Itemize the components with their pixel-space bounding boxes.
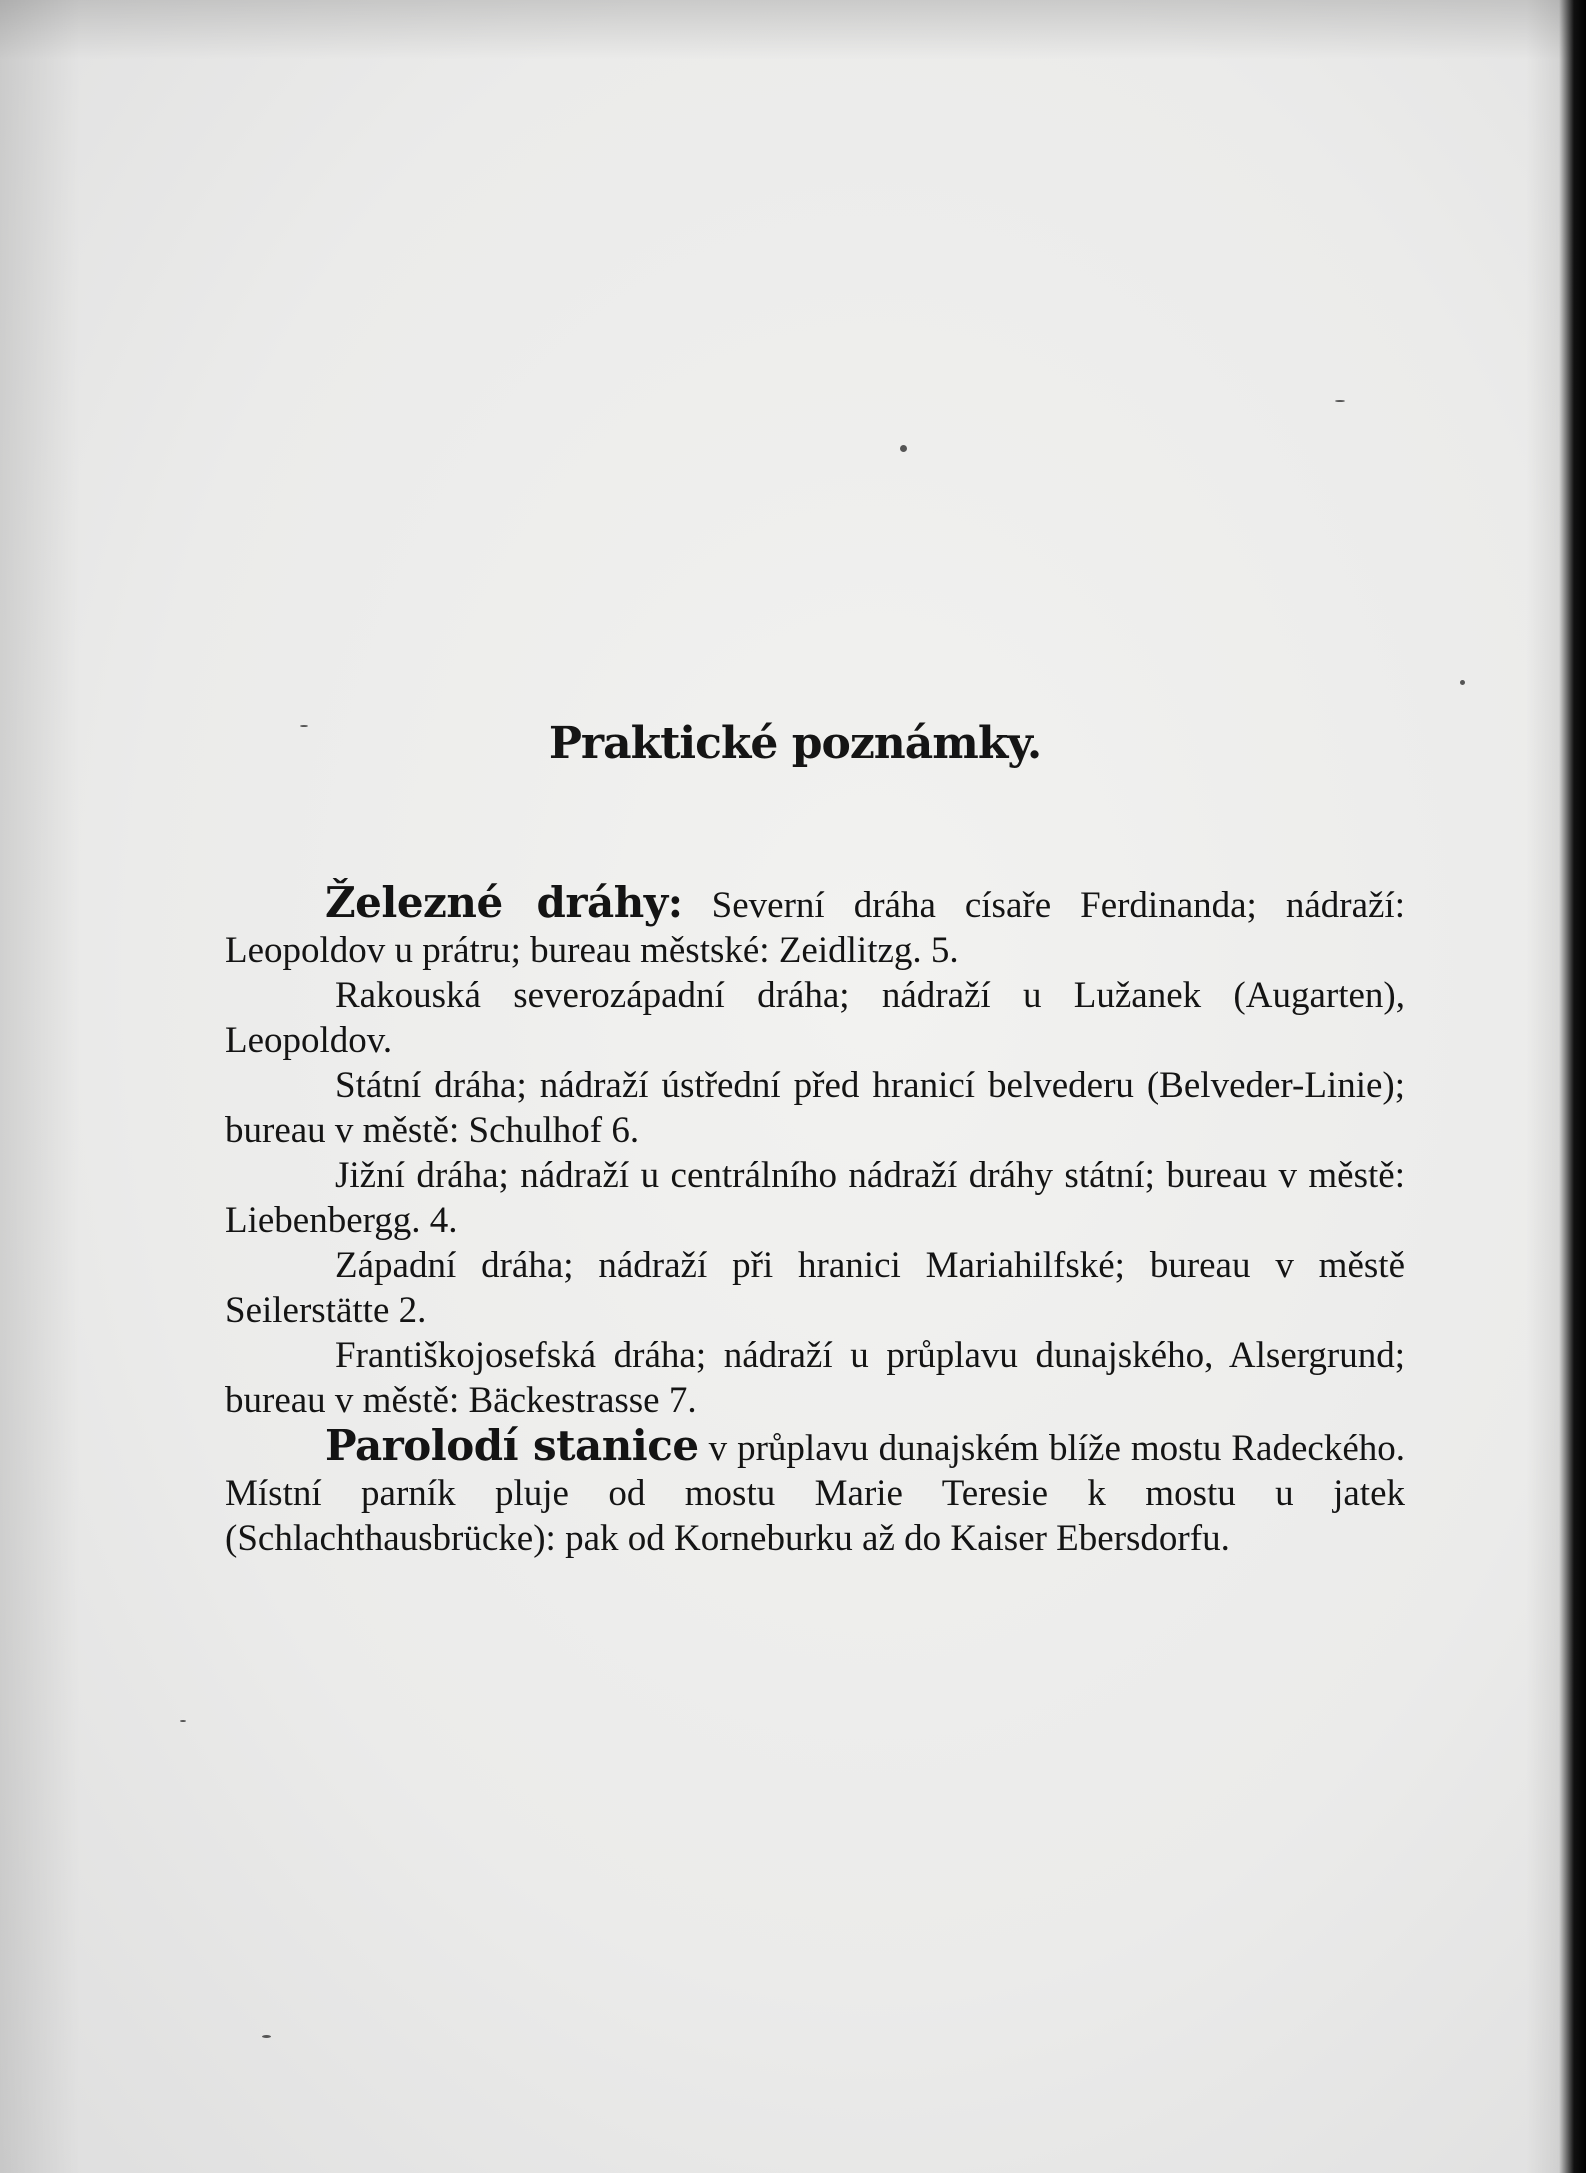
scan-left-shadow	[0, 0, 80, 2173]
page-heading: Praktické poznámky.	[548, 718, 1042, 769]
paragraph-steamboat-stations	[225, 1423, 1405, 1561]
paragraph-franz-joseph-railway	[225, 1333, 1405, 1423]
paragraph-southern-railway	[225, 1153, 1405, 1243]
body-text	[225, 880, 1405, 1561]
paragraph-northwest-railway	[225, 973, 1405, 1063]
scan-top-shadow	[0, 0, 1586, 60]
paper-speck	[180, 1720, 186, 1722]
paragraph-text: Západní dráha; nádraží při hranici Mariahilfské; bureau v městě Seilerstätte 2.	[225, 1245, 1405, 1331]
paragraph-text: Rakouská severozápadní dráha; nádraží u Lužanek (Augarten), Leopoldov.	[225, 975, 1405, 1061]
paper-speck	[1335, 400, 1345, 402]
paragraph-text: v průplavu dunajském blíže mostu Radeckého. Místní parník pluje od mostu Marie Teresie k mostu u jatek (Schlachthausbrücke): pak od Korneburku až do Kaiser Ebersdorfu.	[225, 1428, 1405, 1559]
paragraph-western-railway	[225, 1243, 1405, 1333]
paragraph-state-railway	[225, 1063, 1405, 1153]
paper-speck	[900, 445, 907, 452]
paragraph-text: Františkojosefská dráha; nádraží u průplavu dunajského, Alsergrund; bureau v městě: Bäckestrasse 7.	[225, 1335, 1405, 1421]
paragraph-text: Jižní dráha; nádraží u centrálního nádraží dráhy státní; bureau v městě: Liebenbergg. 4.	[225, 1155, 1405, 1241]
paragraph-lead-railways: Železné dráhy:	[325, 878, 683, 927]
paragraph-text: Státní dráha; nádraží ústřední před hranicí belvederu (Belveder-Linie); bureau v městě: Schulhof 6.	[225, 1065, 1405, 1151]
paragraph-text: Severní dráha císaře Ferdinanda; nádraží: Leopoldov u prátru; bureau městské: Zeidlitzg. 5.	[225, 885, 1405, 971]
paper-speck	[1460, 680, 1465, 685]
scan-edge-shadow	[1526, 0, 1586, 2173]
paper-speck	[262, 2035, 271, 2038]
paragraph-lead-steamboats: Parolodí stanice	[325, 1421, 699, 1470]
paragraph-railways	[225, 880, 1405, 973]
